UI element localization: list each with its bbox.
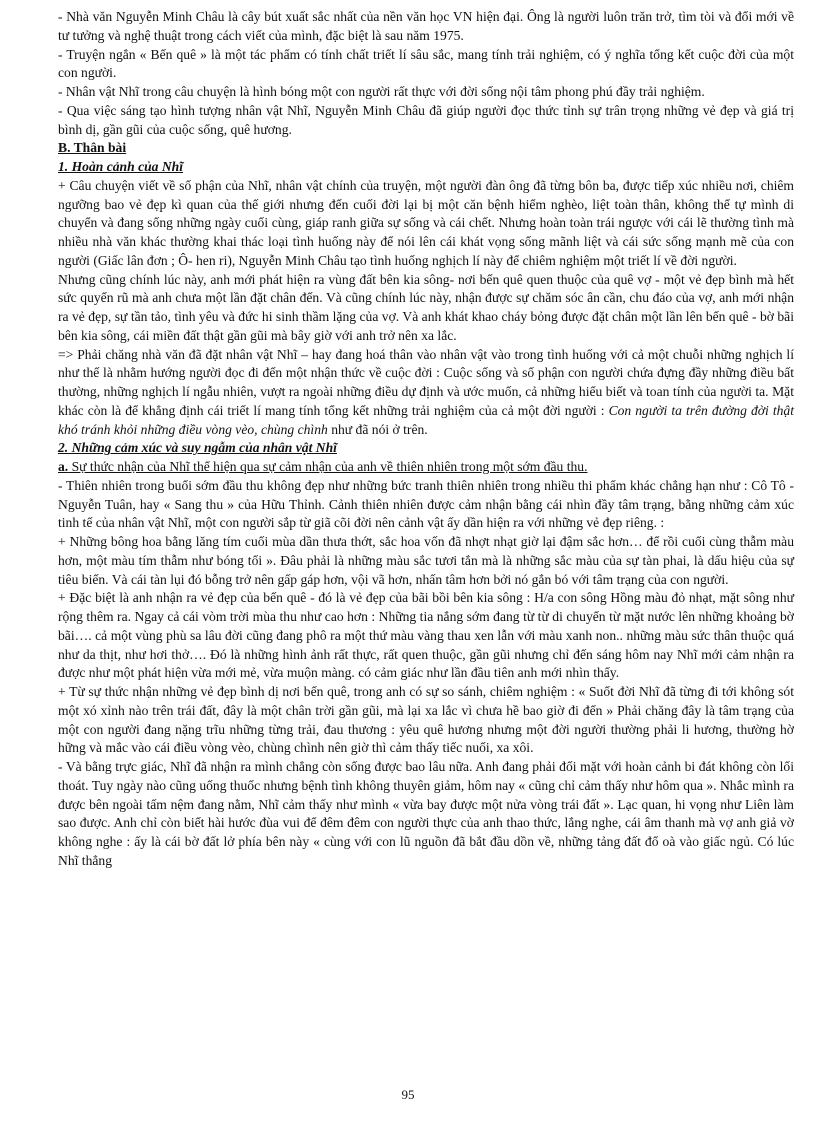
point-heading-text: Sự thức nhận của Nhĩ thể hiện qua sự cảm nhận của anh về thiên nhiên trong một sớm đầu thu. — [68, 459, 588, 474]
conclusion-text: => Phải chăng nhà văn đã đặt nhân vật Nhĩ – hay đang hoá thân vào nhân vật vào trong tình huống với cả một chuỗi những nghịch lí như thế là nhằm hướng người đọc đi đến một nhận thức về cuộc đời : Cuộc sống và số phận con người chứa đựng đầy những điều bất thường, những nghịch lí ngẫu nhiên, vượt ra ngoài những điều dự định và ước muốn, cả những hiểu biết và toan tính của người ta. Mặt khác còn là để khẳng định cái triết lí mang tính tổng kết những trải nghiệm của cả một đời người : — [58, 346, 794, 418]
conclusion-quote: Con người ta trên đường đời thật khó tránh khỏi những điều vòng vèo, chùng chình — [58, 402, 794, 437]
intro-paragraph: - Nhân vật Nhĩ trong câu chuyện là hình bóng một con người rất thực với đời sống nội tâm phong phú đầy trải nghiệm. — [58, 84, 705, 99]
subsection-heading: 2. Những cảm xúc và suy ngẫm của nhân vật Nhĩ — [58, 440, 337, 456]
body-paragraph: Nhưng cũng chính lúc này, anh mới phát hiện ra vùng đất bên kia sông- nơi bến quê quen thuộc của quê vợ - một vẻ đẹp bình mà hết sức quyến rũ mà anh chưa một lần đặt chân đến. Và cũng chính lúc này, nhận được sự chăm sóc ân cần, chu đáo của vợ, anh mới nhận ra vẻ đẹp, sự tần tảo, tình yêu và đức hi sinh thầm lặng của vợ. Và anh khát khao cháy bỏng được đặt chân một lần lên bến quê - bờ bãi bên kia sông, cái miền đất thật gần gũi mà bây giờ với anh trở nên xa lắc. — [58, 271, 794, 343]
conclusion-paragraph — [58, 346, 794, 440]
body-paragraph: + Câu chuyện viết về số phận của Nhĩ, nhân vật chính của truyện, một người đàn ông đã từng bôn ba, được tiếp xúc nhiều nơi, chiêm ngưỡng bao vẻ đẹp kì quan của thế giới nhưng đến cuối đời lại bị một căn bệnh hiểm nghèo, liệt toàn thân, không thể tự mình di chuyển và đang sống những ngày cuối cùng, giáp ranh giữa sự sống và cái chết. Nhưng hoàn toàn trái ngược với cái lẽ thường tình mà nhiều nhà văn khác thường khai thác loại tình huống này để nói lên cái khát vọng sống mãnh liệt và cái sức sống mạnh mẽ của con người (Giấc lân đơn ; Ô- hen ri), Nguyễn Minh Châu tạo tình huống nghịch lí này để chiêm nghiệm một triết lí về đời người. — [58, 177, 794, 268]
point-label: a. — [58, 459, 69, 474]
subsection-heading: 1. Hoàn cảnh của Nhĩ — [58, 159, 184, 174]
body-paragraph: + Những bông hoa bằng lăng tím cuối mùa dần thưa thớt, sắc hoa vốn đã nhợt nhạt giờ lại đậm sắc hơn… để rồi cuối cùng thẫm màu hơn, một màu tím thẫm như bóng tối ». Đâu phải là những màu sắc tươi tắn mà là những sắc màu của sự tàn phai, là dấu hiệu của sự tiêu biến. Và cái tàn lụi đó bỗng trở nên gấp gáp hơn, vội vã hơn, nhấn tâm hơn bởi nó gắn bó với tâm trạng của con người. — [58, 534, 794, 587]
intro-paragraph: - Truyện ngắn « Bến quê » là một tác phẩm có tính chất triết lí sâu sắc, mang tính trải nghiệm, có ý nghĩa tổng kết cuộc đời của một con người. — [58, 46, 794, 81]
body-paragraph: + Từ sự thức nhận những vẻ đẹp bình dị nơi bến quê, trong anh có sự so sánh, chiêm nghiệm : « Suốt đời Nhĩ đã từng đi tới không sót một xó xỉnh nào trên trái đất, đây là một chân trời gần gũi, mà lại xa lắc vì chưa hề bao giờ đi đến » Phải chăng đây là tâm trạng của một con người đang nặng trĩu những từng trải, đau thương : yêu quê hương nhưng một đời người thường phải li hương, thường hờ hững và mắc vào cái điều vòng vèo, chùng chình nên giờ thì cảm thấy tiếc nuối, xa xôi. — [58, 684, 794, 756]
body-paragraph: - Thiên nhiên trong buổi sớm đầu thu không đẹp như những bức tranh thiên nhiên trong nhiều thi phẩm khác chẳng hạn như : Cô Tô - Nguyễn Tuân, hay « Sang thu » của Hữu Thỉnh. Cảnh thiên nhiên được cảm nhận bằng cái nhìn đầy tâm trạng, bằng những cảm xúc tinh tế của nhân vật Nhĩ, một con người sắp từ giã cõi đời nên cảnh vật ấy dần hiện ra với những vẻ đẹp riêng. : — [58, 477, 794, 531]
body-paragraph: - Và bằng trực giác, Nhĩ đã nhận ra mình chẳng còn sống được bao lâu nữa. Anh đang phải đối mặt với hoàn cảnh bi đát không còn lối thoát. Tuy ngày nào cũng uống thuốc nhưng bệnh tình không thuyên giảm, hôm nay « cũng chỉ cảm thấy như hôm qua ». Nhắc mình ra được bên ngoài tấm nệm đang nằm, Nhĩ cảm thấy như mình « vừa bay được một nửa vòng trái đất ». Lạc quan, hi vọng như Liên làm sao được. Anh chỉ còn biết hài hước đùa vui để đêm đêm con người thực của anh thao thức, lắng nghe, cái âm thanh mà vợ anh giả vờ không nghe : ấy là cái bờ đất lở phía bên này « cùng với con lũ nguồn đã bắt đầu dồn về, những tảng đất đổ oà vào giấc ngủ. Có lúc Nhĩ thẳng — [58, 759, 794, 868]
intro-paragraph: - Qua việc sáng tạo hình tượng nhân vật Nhĩ, Nguyễn Minh Châu đã giúp người đọc thức tỉnh sự trân trọng những vẻ đẹp và giá trị bình dị, gần gũi của cuộc sống, quê hương. — [58, 102, 794, 137]
conclusion-tail: như đã nói ở trên. — [327, 421, 428, 437]
document-page — [58, 8, 794, 871]
section-heading: B. Thân bài — [58, 140, 127, 156]
point-heading — [58, 458, 794, 477]
body-paragraph: + Đặc biệt là anh nhận ra vẻ đẹp của bến quê - đó là vẻ đẹp của bãi bồi bên kia sông : H/a con sông Hồng màu đỏ nhạt, mặt sông như rộng thêm ra. Ngay cả cái vòm trời mùa thu như cao hơn : Những tia nắng sớm đang từ từ di chuyển từ mặt nước lên những khoảng bờ bãi…. cả một vùng phù sa lâu đời cũng đang phô ra một thứ màu vàng thau xen lẫn với màu xanh non.. những màu sức thân thuộc quá như da thịt, như hơi thở…. Đó là những hình ảnh rất thực, rất quen thuộc, gần gũi nhưng chỉ đến sáng hôm nay Nhĩ mới cảm nhận ra được như một phát hiện vừa mới mẻ, vừa muộn màng. có cảm giác như lần đầu tiên anh mới nhìn thấy. — [58, 590, 794, 681]
page-number: 95 — [401, 1087, 415, 1102]
intro-paragraph: - Nhà văn Nguyễn Minh Châu là cây bút xuất sắc nhất của nền văn học VN hiện đại. Ông là người luôn trăn trở, tìm tòi và đổi mới về tư tưởng và nghệ thuật trong cách viết của mình, đặc biệt là sau năm 1975. — [58, 9, 794, 43]
